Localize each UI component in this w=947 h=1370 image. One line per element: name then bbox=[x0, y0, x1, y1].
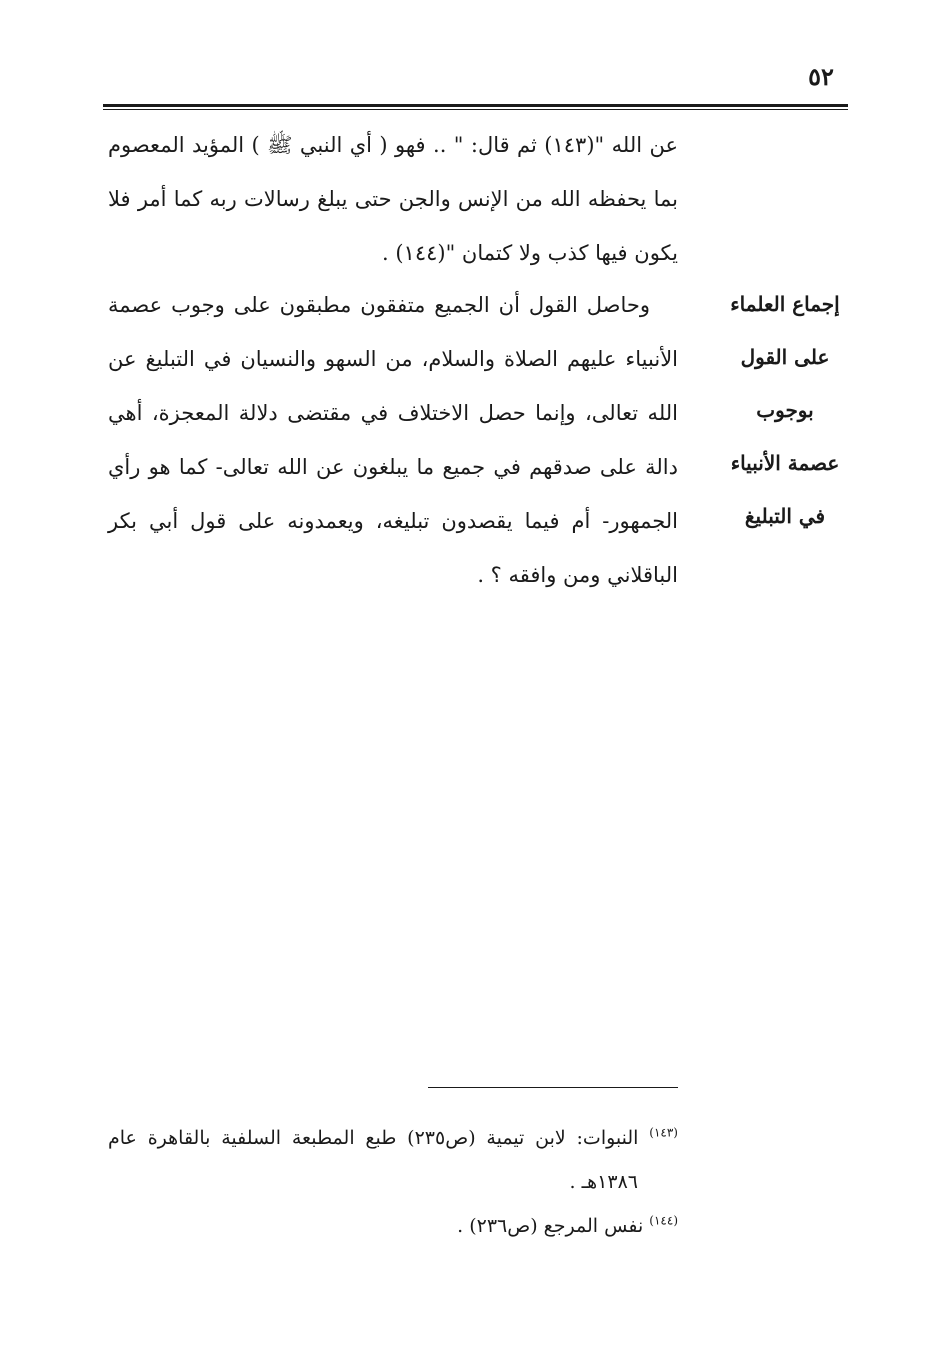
continuation-text-block bbox=[108, 118, 678, 280]
margin-heading-line: عصمة الأنبياء bbox=[730, 451, 840, 475]
main-paragraph-block bbox=[108, 278, 678, 602]
footnotes bbox=[108, 1116, 678, 1248]
margin-heading-line: إجماع العلماء bbox=[730, 292, 840, 316]
footnote bbox=[108, 1204, 678, 1248]
main-paragraph: وحاصل القول أن الجميع متفقون مطبقون على وجوب عصمة الأنبياء عليهم الصلاة والسلام، من السهو والنسيان في التبليغ عن الله تعالى، وإنما حصل الاختلاف في مقتضى دلالة المعجزة، أهي دالة على صدقهم في جميع ما يبلغون عن الله تعالى- كما هو رأي الجمهور- أم فيما يقصدون تبليغه، ويعمدونه على قول أبي بكر الباقلاني ومن وافقه ؟ . bbox=[108, 293, 678, 587]
margin-heading-line: في التبليغ bbox=[744, 504, 826, 528]
footnote-number: (١٤٤) bbox=[649, 1213, 678, 1228]
continuation-text: عن الله "(١٤٣) ثم قال: " .. فهو ( أي النبي ﷺ ) المؤيد المعصوم بما يحفظه الله من الإنس والجن حتى يبلغ رسالات ربه كما أمر فلا يكون فيها كذب ولا كتمان "(١٤٤) . bbox=[108, 133, 678, 265]
footnote-text: النبوات: لابن تيمية (ص٢٣٥) طبع المطبعة السلفية بالقاهرة عام bbox=[108, 1127, 639, 1149]
footnote-separator bbox=[428, 1087, 678, 1088]
header-rule bbox=[103, 104, 848, 107]
margin-heading-line: بوجوب bbox=[756, 398, 814, 422]
header-rule-thin bbox=[103, 109, 848, 110]
footnote-number: (١٤٣) bbox=[649, 1125, 678, 1140]
footnote-line bbox=[108, 1116, 678, 1160]
margin-heading bbox=[720, 278, 850, 543]
footnote-continuation: ١٣٨٦هـ . bbox=[569, 1171, 638, 1193]
footnote-text: نفس المرجع (ص٢٣٦) . bbox=[457, 1215, 644, 1237]
footnote bbox=[108, 1116, 678, 1204]
margin-heading-line: على القول bbox=[740, 345, 830, 369]
footnote-line bbox=[108, 1204, 678, 1248]
page-number: ٥٢ bbox=[808, 62, 834, 91]
